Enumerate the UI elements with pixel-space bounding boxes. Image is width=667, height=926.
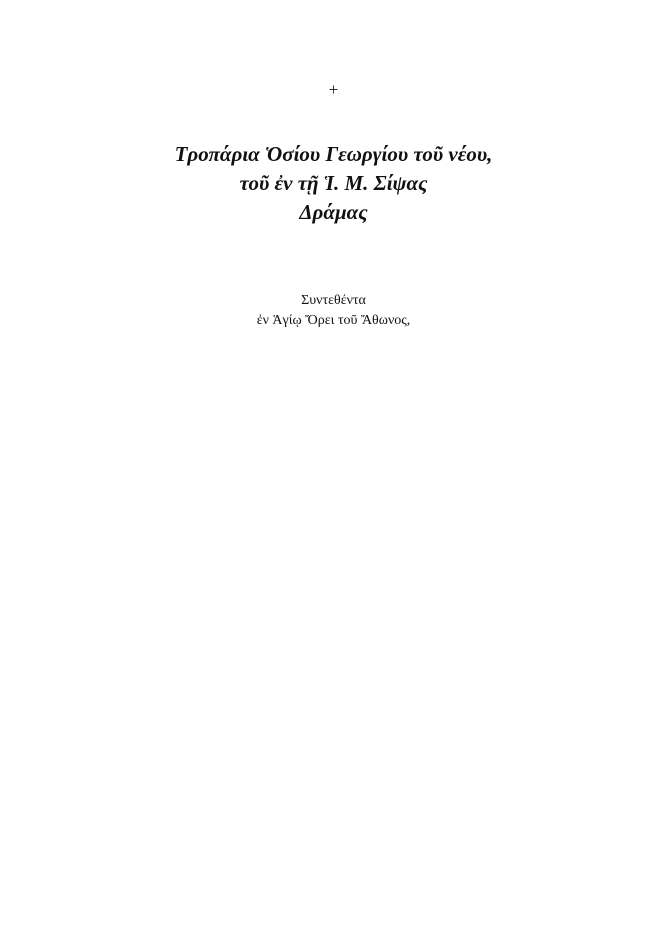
- document-title: [0, 140, 667, 227]
- cross-symbol: +: [328, 80, 339, 99]
- title-line-2: τοῦ ἐν τῇ Ἱ. Μ. Σίψας: [239, 171, 428, 195]
- title-line-1: Τροπάρια Ὁσίου Γεωργίου τοῦ νέου,: [174, 142, 493, 166]
- subtitle-line-1: Συντεθέντα: [301, 293, 366, 308]
- subtitle-line-2: ἐν Ἁγίῳ Ὄρει τοῦ Ἄθωνος,: [256, 313, 411, 328]
- title-line-3: Δράμας: [299, 200, 368, 224]
- document-subtitle: [0, 291, 667, 331]
